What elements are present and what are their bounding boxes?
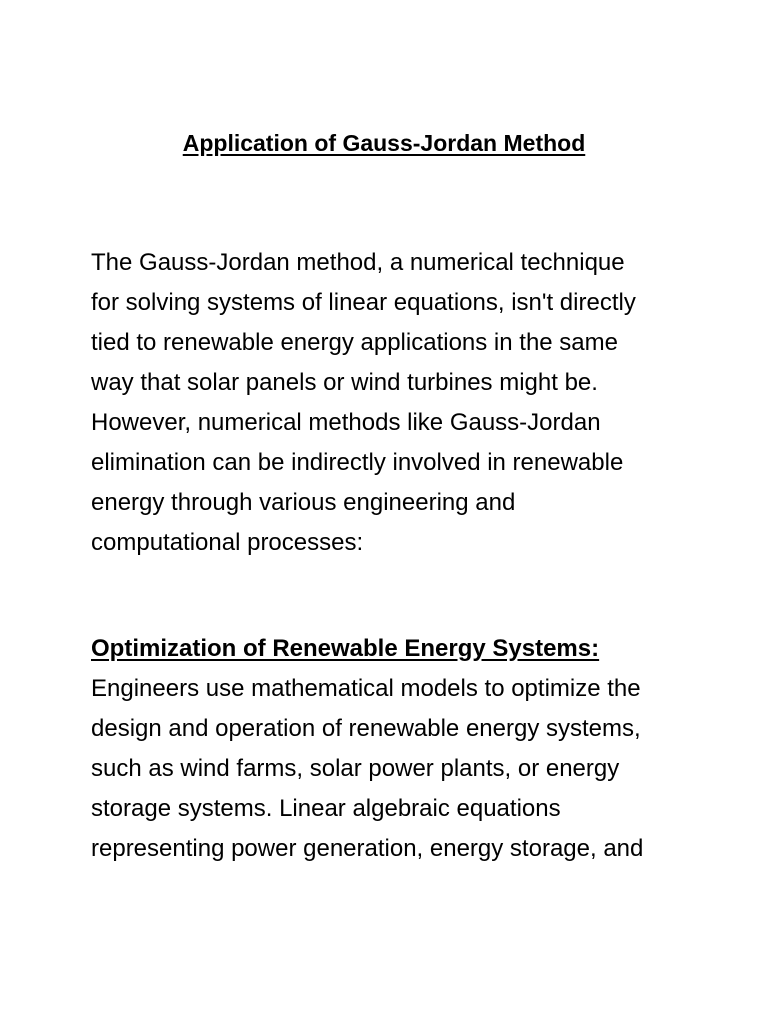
section-line: representing power generation, energy storage, and bbox=[91, 835, 644, 862]
optimization-section bbox=[91, 629, 691, 869]
paragraph-line: elimination can be indirectly involved in renewable bbox=[91, 449, 624, 476]
intro-paragraph bbox=[91, 243, 691, 563]
section-line: storage systems. Linear algebraic equations bbox=[91, 795, 561, 822]
paragraph-line: The Gauss-Jordan method, a numerical technique bbox=[91, 249, 625, 276]
paragraph-line: However, numerical methods like Gauss-Jordan bbox=[91, 409, 601, 436]
paragraph-line: for solving systems of linear equations, isn't directly bbox=[91, 289, 636, 316]
document-title: Application of Gauss-Jordan Method bbox=[182, 130, 586, 156]
paragraph-line: way that solar panels or wind turbines might be. bbox=[91, 369, 598, 396]
section-line: Engineers use mathematical models to optimize the bbox=[91, 675, 641, 702]
paragraph-line: computational processes: bbox=[91, 529, 364, 556]
paragraph-line: tied to renewable energy applications in the same bbox=[91, 329, 618, 356]
section-line: design and operation of renewable energy systems, bbox=[91, 715, 641, 742]
section-line: such as wind farms, solar power plants, or energy bbox=[91, 755, 620, 782]
paragraph-line: energy through various engineering and bbox=[91, 489, 516, 516]
section-heading: Optimization of Renewable Energy Systems: bbox=[91, 635, 600, 662]
